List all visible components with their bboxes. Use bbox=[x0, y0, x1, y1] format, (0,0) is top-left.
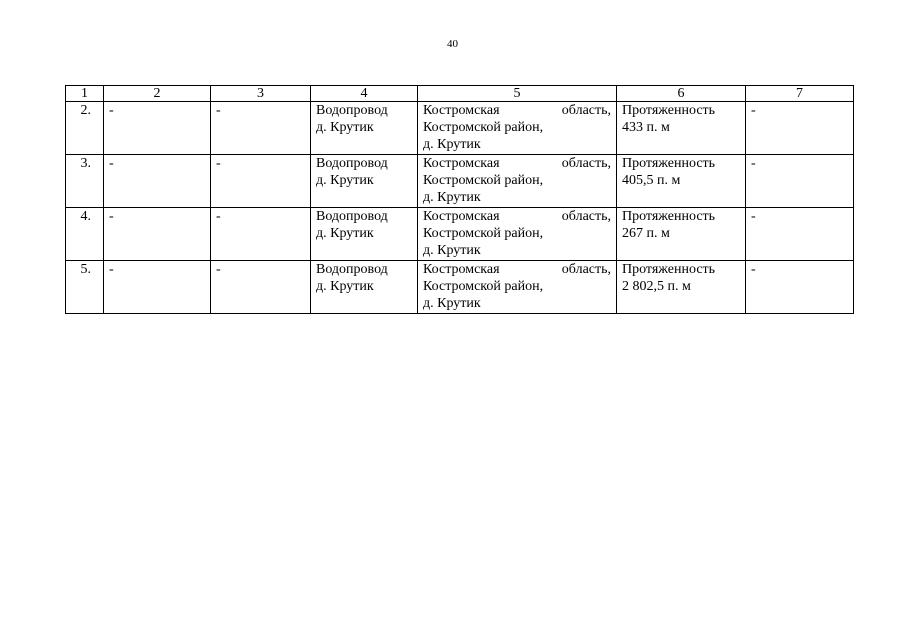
object-name-line: д. Крутик bbox=[316, 226, 374, 241]
address-line: Костромской район, bbox=[423, 279, 544, 294]
address-line: Костромская область, bbox=[423, 262, 611, 277]
address-line: Костромская область, bbox=[423, 209, 611, 224]
address-line: Костромской район, bbox=[423, 226, 544, 241]
object-name-line: Водопровод bbox=[316, 209, 388, 224]
characteristics-line: 2 802,5 п. м bbox=[622, 279, 691, 294]
column-header: 6 bbox=[617, 86, 746, 102]
characteristics-line: Протяженность bbox=[622, 156, 716, 171]
address-line: д. Крутик bbox=[423, 190, 481, 205]
characteristics-cell bbox=[617, 155, 746, 208]
row-number: 5. bbox=[66, 261, 104, 314]
address-line: д. Крутик bbox=[423, 296, 481, 311]
address-line: д. Крутик bbox=[423, 137, 481, 152]
characteristics-cell bbox=[617, 208, 746, 261]
address-cell bbox=[418, 155, 617, 208]
cell-col2: - bbox=[104, 208, 211, 261]
address-cell bbox=[418, 261, 617, 314]
property-registry-table bbox=[65, 85, 854, 314]
address-line: Костромская область, bbox=[423, 156, 611, 171]
page-number: 40 bbox=[447, 38, 458, 50]
characteristics-line: Протяженность bbox=[622, 262, 716, 277]
table-row bbox=[66, 261, 854, 314]
row-number: 4. bbox=[66, 208, 104, 261]
cell-col7: - bbox=[746, 261, 854, 314]
address-cell bbox=[418, 102, 617, 155]
cell-col2: - bbox=[104, 155, 211, 208]
object-name-cell bbox=[311, 155, 418, 208]
cell-col2: - bbox=[104, 102, 211, 155]
characteristics-line: Протяженность bbox=[622, 103, 716, 118]
object-name-line: Водопровод bbox=[316, 156, 388, 171]
column-header: 5 bbox=[418, 86, 617, 102]
address-line: д. Крутик bbox=[423, 243, 481, 258]
column-header: 7 bbox=[746, 86, 854, 102]
row-number: 3. bbox=[66, 155, 104, 208]
object-name-line: д. Крутик bbox=[316, 120, 374, 135]
address-line: Костромская область, bbox=[423, 103, 611, 118]
cell-col7: - bbox=[746, 102, 854, 155]
address-line: Костромской район, bbox=[423, 173, 544, 188]
characteristics-line: 405,5 п. м bbox=[622, 173, 681, 188]
characteristics-line: Протяженность bbox=[622, 209, 716, 224]
address-line: Костромской район, bbox=[423, 120, 544, 135]
column-header: 3 bbox=[211, 86, 311, 102]
column-header: 1 bbox=[66, 86, 104, 102]
object-name-cell bbox=[311, 261, 418, 314]
cell-col7: - bbox=[746, 208, 854, 261]
address-cell bbox=[418, 208, 617, 261]
column-header: 4 bbox=[311, 86, 418, 102]
row-number: 2. bbox=[66, 102, 104, 155]
cell-col2: - bbox=[104, 261, 211, 314]
object-name-line: д. Крутик bbox=[316, 279, 374, 294]
table-header-row bbox=[66, 86, 854, 102]
characteristics-cell bbox=[617, 102, 746, 155]
object-name-cell bbox=[311, 102, 418, 155]
cell-col3: - bbox=[211, 102, 311, 155]
characteristics-line: 433 п. м bbox=[622, 120, 670, 135]
object-name-cell bbox=[311, 208, 418, 261]
characteristics-cell bbox=[617, 261, 746, 314]
characteristics-line: 267 п. м bbox=[622, 226, 670, 241]
cell-col7: - bbox=[746, 155, 854, 208]
object-name-line: Водопровод bbox=[316, 262, 388, 277]
table-row bbox=[66, 102, 854, 155]
table-row bbox=[66, 155, 854, 208]
column-header: 2 bbox=[104, 86, 211, 102]
cell-col3: - bbox=[211, 155, 311, 208]
cell-col3: - bbox=[211, 261, 311, 314]
object-name-line: д. Крутик bbox=[316, 173, 374, 188]
table-row bbox=[66, 208, 854, 261]
cell-col3: - bbox=[211, 208, 311, 261]
object-name-line: Водопровод bbox=[316, 103, 388, 118]
